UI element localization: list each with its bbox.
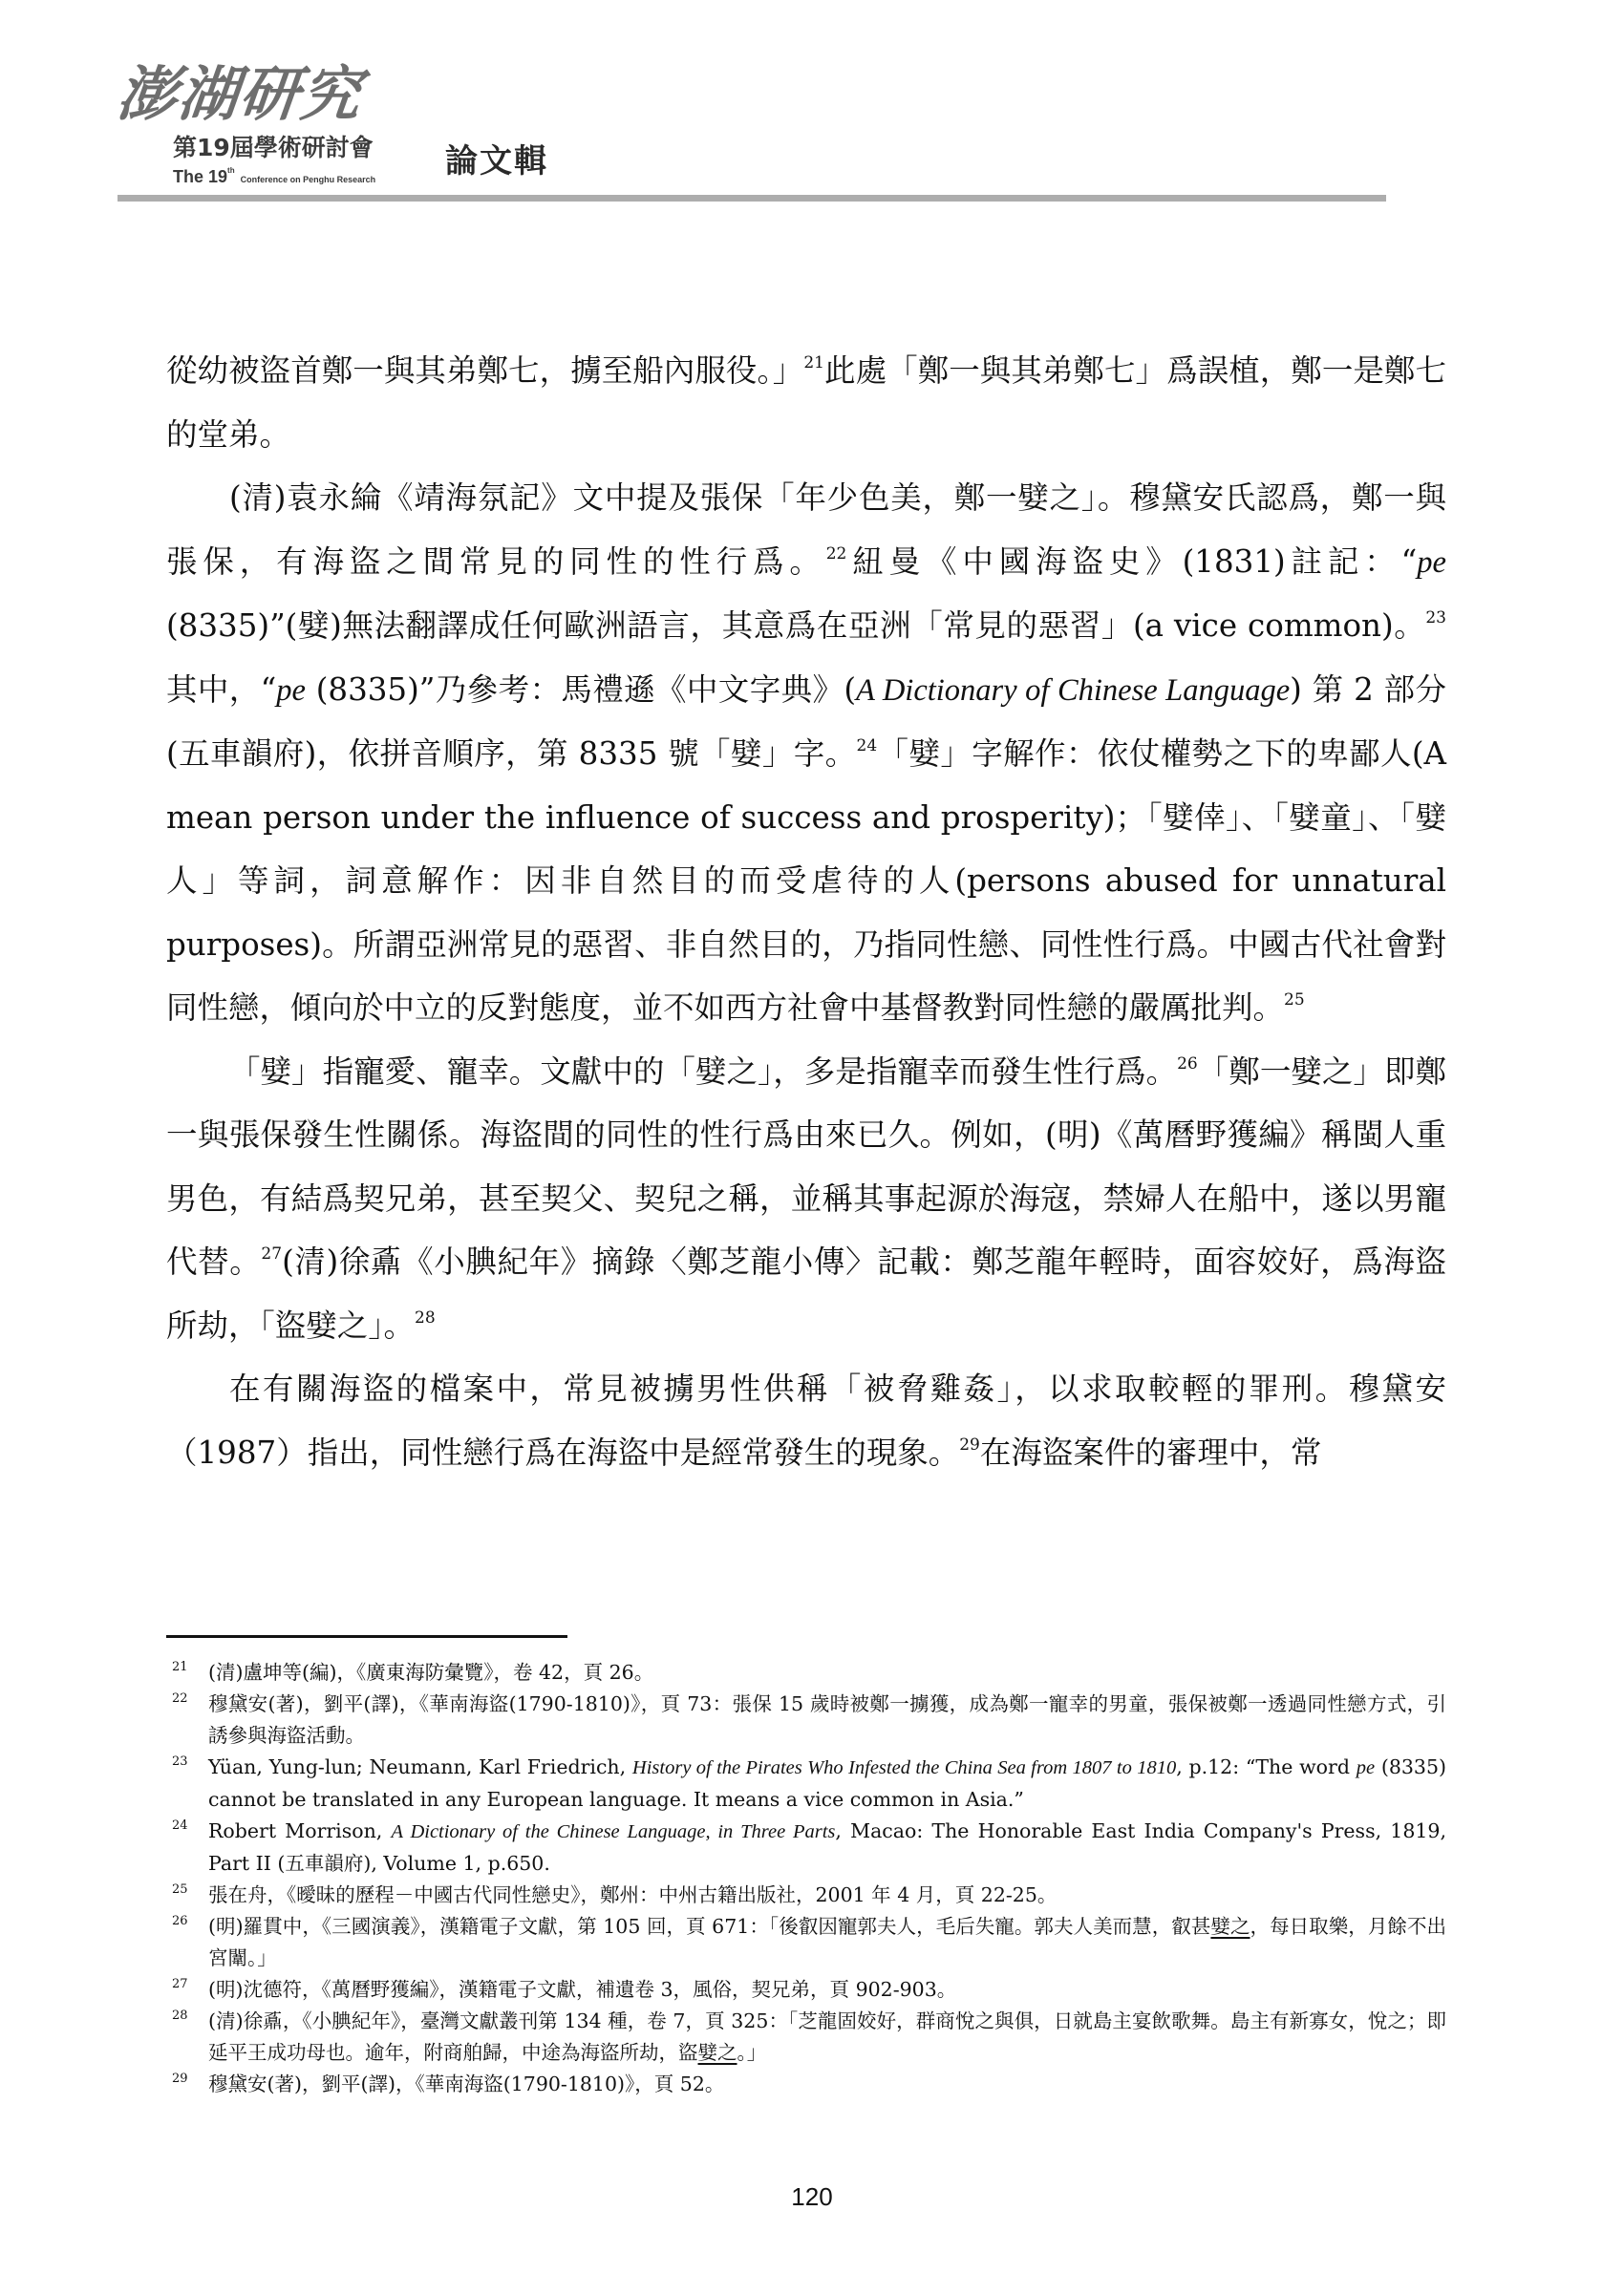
footnote-number: 23	[172, 1754, 188, 1769]
footnote-28: 28 (清)徐鼒，《小腆紀年》，臺灣文獻叢刊第 134 種，卷 7，頁 325：「芝龍固姣好，群商悅之與俱，日就島主宴飲歌舞。島主有新寡女，悅之；即延平王成功母也。逾年，附商舶歸，中途為海盜所劫，盜嬖之。」	[166, 2006, 1446, 2069]
footnotes	[166, 1657, 1446, 2100]
footnote-ref[interactable]: 24	[856, 736, 878, 755]
footnote-ref[interactable]: 21	[803, 353, 824, 372]
body-text	[166, 339, 1446, 1484]
paragraph-2: (清)袁永綸《靖海氛記》文中提及張保「年少色美，鄭一嬖之」。穆黛安氏認爲，鄭一與張保，有海盜之間常見的同性的性行爲。$^{22}$紐曼《中國海盜史》(1831)註記：“pe (8335)”(嬖)無法翻譯成任何歐洲語言，其意爲在亞洲「常見的惡習」(a vice common)。$^{23}$其中，“pe (8335)”乃參考：馬禮遜《中文字典》(A Dictionary of Chinese Language) 第 2 部分(五車韻府)，依拼音順序，第 8335 號「嬖」字。$^{24}$「嬖」字解作：依仗權勢之下的卑鄙人(A mean person under the influence of success and prosperity)；「嬖倖」、「嬖童」、「嬖人」等詞，詞意解作：因非自然目的而受虐待的人(persons abused for unnatural purposes)。所謂亞洲常見的惡習、非自然目的，乃指同性戀、同性性行爲。中國古代社會對同性戀，傾向於中立的反對態度，並不如西方社會中基督教對同性戀的嚴厲批判。$^{25}$	[166, 479, 1446, 1026]
running-header	[114, 0, 1388, 205]
footnote-21: 21 (清)盧坤等(編)，《廣東海防彙覽》，卷 42，頁 26。	[166, 1657, 1446, 1689]
journal-logo-title: 澎湖研究	[114, 59, 366, 129]
conference-title-zh: 第19屆學術研討會	[173, 134, 374, 161]
footnote-separator	[166, 1635, 567, 1638]
page-number: 120	[791, 2182, 833, 2211]
proceedings-label: 論文輯	[445, 142, 548, 181]
footnote-ref[interactable]: 28	[415, 1307, 436, 1328]
footnote-number: 28	[172, 2009, 188, 2023]
footnote-24: 24 Robert Morrison, A Dictionary of the Chinese Language, in Three Parts, Macao: The Honorable East India Company's Press, 1819, Part II (五車韻府), Volume 1, p.650.	[166, 1816, 1446, 1880]
footnote-number: 25	[172, 1882, 188, 1897]
conference-en-ordinal: th	[227, 166, 235, 175]
footnote-25: 25 張在舟，《曖昧的歷程－中國古代同性戀史》，鄭州：中州古籍出版社，2001 年 4 月，頁 22-25。	[166, 1880, 1446, 1911]
footnote-29: 29 穆黛安(著)，劉平(譯)，《華南海盜(1790-1810)》，頁 52。	[166, 2069, 1446, 2100]
footnote-number: 26	[172, 1914, 188, 1928]
conference-title-en	[173, 167, 375, 186]
footnote-number: 22	[172, 1691, 188, 1706]
footnote-ref[interactable]: 27	[261, 1244, 283, 1264]
conference-en-prefix: The 19	[173, 167, 228, 186]
footnote-ref[interactable]: 29	[959, 1435, 980, 1455]
footnote-ref[interactable]: 22	[825, 543, 847, 563]
footnote-26: 26 (明)羅貫中，《三國演義》，漢籍電子文獻，第 105 回，頁 671：「後叡因寵郭夫人，毛后失寵。郭夫人美而慧，叡甚嬖之，每日取樂，月餘不出宮闈。」	[166, 1911, 1446, 1974]
footnote-number: 29	[172, 2072, 188, 2086]
footnote-number: 21	[172, 1660, 188, 1674]
header-rule	[118, 195, 1386, 202]
paragraph-4: 在有關海盜的檔案中，常見被擄男性供稱「被脅雞姦」，以求取較輕的罪刑。穆黛安（1987）指出，同性戀行爲在海盜中是經常發生的現象。$^{29}$在海盜案件的審理中，常	[166, 1371, 1446, 1471]
footnote-ref[interactable]: 26	[1177, 1053, 1198, 1074]
footnote-number: 27	[172, 1977, 188, 1991]
conference-en-suffix: Conference on Penghu Research	[240, 175, 376, 184]
footnote-ref[interactable]: 23	[1425, 608, 1446, 627]
paragraph-1: 從幼被盜首鄭一與其弟鄭七，擄至船內服役。」$^{21}$此處「鄭一與其弟鄭七」爲誤植，鄭一是鄭七的堂弟。	[166, 352, 1446, 453]
footnote-number: 24	[172, 1818, 188, 1833]
footnote-22: 22 穆黛安(著)，劉平(譯)，《華南海盜(1790-1810)》，頁 73：張保 15 歲時被鄭一擄獲，成為鄭一寵幸的男童，張保被鄭一透過同性戀方式，引誘參與海盜活動。	[166, 1689, 1446, 1752]
paragraph-3: 「嬖」指寵愛、寵幸。文獻中的「嬖之」，多是指寵幸而發生性行爲。$^{26}$「鄭一嬖之」即鄭一與張保發生性關係。海盜間的同性的性行爲由來已久。例如，(明)《萬曆野獲編》稱閩人重男色，有結爲契兄弟，甚至契父、契兒之稱，並稱其事起源於海寇，禁婦人在船中，遂以男寵代替。$^{27}$(清)徐鼒《小腆紀年》摘錄〈鄭芝龍小傳〉記載：鄭芝龍年輕時，面容姣好，爲海盜所劫，「盜嬖之」。$^{28}$	[166, 1052, 1446, 1344]
footnote-ref[interactable]: 25	[1284, 990, 1305, 1010]
footnote-27: 27 (明)沈德符，《萬曆野獲編》，漢籍電子文獻，補遺卷 3，風俗，契兄弟，頁 902-903。	[166, 1974, 1446, 2006]
footnote-23: 23 Yüan, Yung-lun; Neumann, Karl Friedrich, History of the Pirates Who Infested the China Sea from 1807 to 1810, p.12: “The word pe (8335) cannot be translated in any European language. It means a vice common in Asia.”	[166, 1752, 1446, 1816]
